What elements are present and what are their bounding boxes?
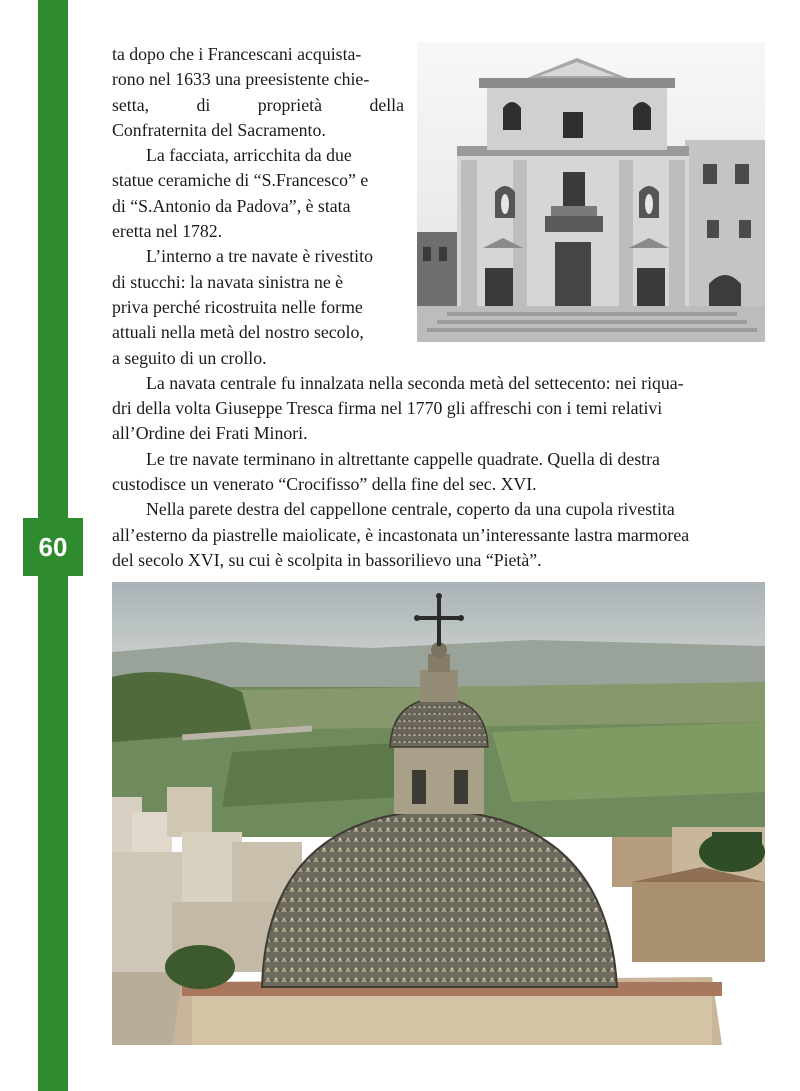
text-line: La facciata, arricchita da due [146, 145, 352, 166]
text-line: di stucchi: la navata sinistra ne è [112, 271, 344, 292]
text-line: Confraternita del Sacramento. [112, 119, 326, 140]
text-line: attuali nella metà del nostro secolo, [112, 322, 364, 343]
page-number: 60 [38, 531, 68, 562]
text-line: di “S.Antonio da Padova”, è stata [112, 195, 351, 216]
text-line: custodisce un venerato “Crocifisso” della fine del sec. XVI. [112, 474, 537, 495]
text-line: priva perché ricostruita nelle forme [112, 296, 363, 317]
text-line: a seguito di un crollo. [112, 347, 267, 368]
paragraph-2 [112, 143, 404, 244]
majolica-dome-photo [112, 582, 765, 1045]
text-line: setta, di proprietà della [112, 94, 404, 115]
church-facade-photo [417, 42, 765, 342]
text-line: all’esterno da piastrelle maiolicate, è incastonata un’interessante lastra marmorea [112, 524, 690, 545]
text-line: ta dopo che i Francescani acquista- [112, 44, 362, 64]
text-line: statue ceramiche di “S.Francesco” e [112, 170, 369, 191]
text-line: all’Ordine dei Frati Minori. [112, 423, 308, 444]
text-line: Nella parete destra del cappellone centrale, coperto da una cupola rivestita [146, 499, 675, 520]
text-line: rono nel 1633 una preesistente chie- [112, 69, 370, 90]
paragraph-6 [112, 497, 764, 573]
paragraph-4 [112, 371, 764, 447]
paragraph-1 [112, 42, 404, 143]
text-line: Le tre navate terminano in altrettante cappelle quadrate. Quella di destra [146, 448, 660, 469]
paragraph-3 [112, 244, 404, 370]
text-line: eretta nel 1782. [112, 221, 223, 242]
text-line: del secolo XVI, su cui è scolpita in bassorilievo una “Pietà”. [112, 549, 542, 570]
text-line: La navata centrale fu innalzata nella seconda metà del settecento: nei riqua- [146, 372, 684, 393]
paragraph-5 [112, 447, 764, 498]
text-line: L’interno a tre navate è rivestito [146, 246, 373, 267]
page-number-badge [23, 518, 83, 576]
text-line: dri della volta Giuseppe Tresca firma nel 1770 gli affreschi con i temi relativi [112, 398, 663, 419]
